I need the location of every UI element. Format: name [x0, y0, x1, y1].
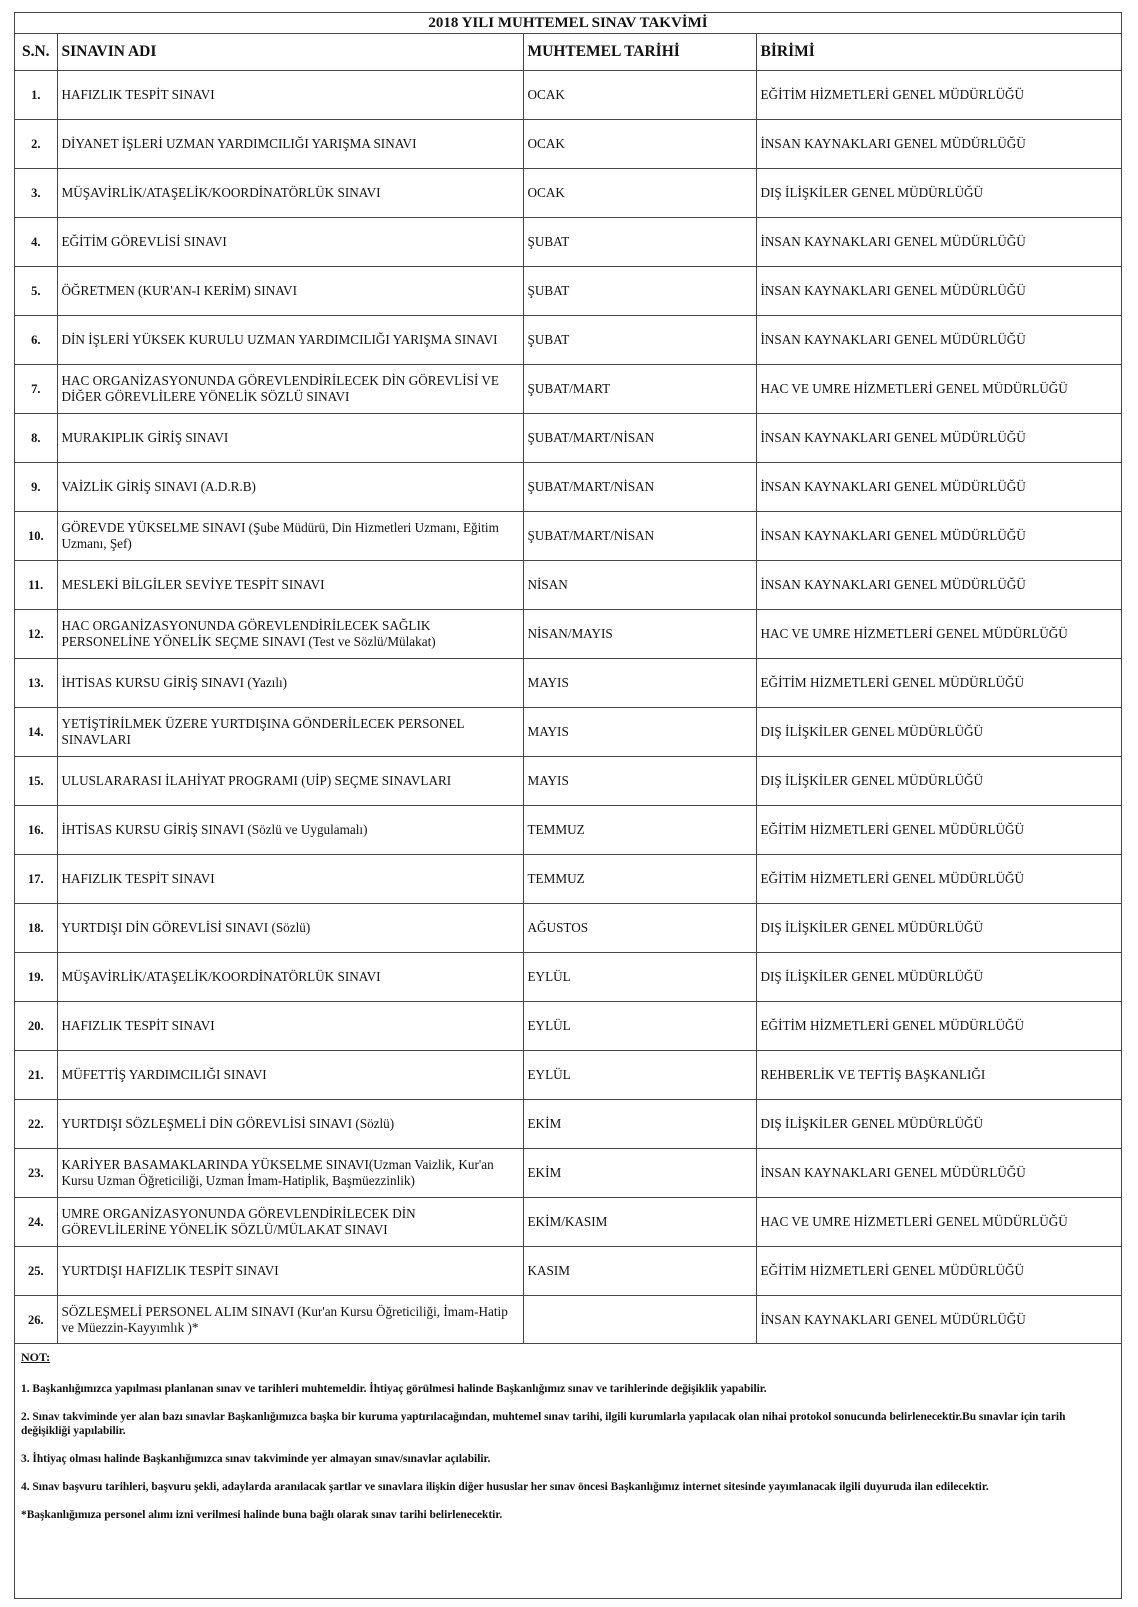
- exam-calendar-sheet: [14, 12, 1122, 1599]
- cell-sn: 11.: [15, 561, 57, 610]
- cell-unit: HAC VE UMRE HİZMETLERİ GENEL MÜDÜRLÜĞÜ: [756, 1198, 1121, 1247]
- notes-list: [21, 1382, 1115, 1522]
- cell-date: EYLÜL: [523, 1002, 756, 1051]
- table-row: [15, 1002, 1121, 1051]
- cell-sn: 17.: [15, 855, 57, 904]
- table-row: [15, 365, 1121, 414]
- cell-exam-name: SÖZLEŞMELİ PERSONEL ALIM SINAVI (Kur'an Kursu Öğreticiliği, İmam-Hatip ve Müezzin-Kayyımlık )*: [57, 1296, 523, 1344]
- table-row: [15, 1100, 1121, 1149]
- table-row: [15, 120, 1121, 169]
- cell-exam-name: UMRE ORGANİZASYONUNDA GÖREVLENDİRİLECEK DİN GÖREVLİLERİNE YÖNELİK SÖZLÜ/MÜLAKAT SINAVI: [57, 1198, 523, 1247]
- table-row: [15, 806, 1121, 855]
- cell-exam-name: DİYANET İŞLERİ UZMAN YARDIMCILIĞI YARIŞMA SINAVI: [57, 120, 523, 169]
- table-row: [15, 1051, 1121, 1100]
- cell-unit: DIŞ İLİŞKİLER GENEL MÜDÜRLÜĞÜ: [756, 953, 1121, 1002]
- cell-sn: 10.: [15, 512, 57, 561]
- note-item: *Başkanlığımıza personel alımı izni verilmesi halinde buna bağlı olarak sınav tarihi belirlenecektir.: [21, 1509, 503, 1521]
- table-row: [15, 71, 1121, 120]
- cell-sn: 12.: [15, 610, 57, 659]
- table-row: [15, 414, 1121, 463]
- cell-sn: 21.: [15, 1051, 57, 1100]
- cell-date: ŞUBAT/MART/NİSAN: [523, 512, 756, 561]
- table-row: [15, 267, 1121, 316]
- cell-sn: 20.: [15, 1002, 57, 1051]
- cell-exam-name: YURTDIŞI HAFIZLIK TESPİT SINAVI: [57, 1247, 523, 1296]
- table-row: [15, 953, 1121, 1002]
- table-row: [15, 512, 1121, 561]
- note-item: 3. İhtiyaç olması halinde Başkanlığımızca sınav takviminde yer almayan sınav/sınavlar açılabilir.: [21, 1453, 491, 1465]
- cell-unit: İNSAN KAYNAKLARI GENEL MÜDÜRLÜĞÜ: [756, 463, 1121, 512]
- table-row: [15, 904, 1121, 953]
- cell-unit: EĞİTİM HİZMETLERİ GENEL MÜDÜRLÜĞÜ: [756, 71, 1121, 120]
- cell-date: KASIM: [523, 1247, 756, 1296]
- cell-date: EKİM: [523, 1100, 756, 1149]
- cell-date: TEMMUZ: [523, 855, 756, 904]
- table-row: [15, 855, 1121, 904]
- cell-unit: EĞİTİM HİZMETLERİ GENEL MÜDÜRLÜĞÜ: [756, 806, 1121, 855]
- table-row: [15, 757, 1121, 806]
- cell-unit: EĞİTİM HİZMETLERİ GENEL MÜDÜRLÜĞÜ: [756, 1002, 1121, 1051]
- cell-date: EYLÜL: [523, 953, 756, 1002]
- cell-date: MAYIS: [523, 757, 756, 806]
- cell-unit: EĞİTİM HİZMETLERİ GENEL MÜDÜRLÜĞÜ: [756, 659, 1121, 708]
- table-row: [15, 1296, 1121, 1344]
- table-row: [15, 561, 1121, 610]
- cell-exam-name: İHTİSAS KURSU GİRİŞ SINAVI (Yazılı): [57, 659, 523, 708]
- table-row: [15, 1198, 1121, 1247]
- cell-date: OCAK: [523, 169, 756, 218]
- note-item: 4. Sınav başvuru tarihleri, başvuru şekli, adaylarda aranılacak şartlar ve sınavlara ilişkin diğer hususlar her sınav öncesi Başkanlığımız internet sitesinde yayımlanacak ilgili duyuruda ilan edilecektir.: [21, 1481, 989, 1493]
- table-row: [15, 463, 1121, 512]
- cell-unit: İNSAN KAYNAKLARI GENEL MÜDÜRLÜĞÜ: [756, 1149, 1121, 1198]
- table-row: [15, 218, 1121, 267]
- cell-sn: 16.: [15, 806, 57, 855]
- cell-exam-name: VAİZLİK GİRİŞ SINAVI (A.D.R.B): [57, 463, 523, 512]
- cell-sn: 4.: [15, 218, 57, 267]
- column-header-date: MUHTEMEL TARİHİ: [523, 34, 756, 71]
- cell-sn: 7.: [15, 365, 57, 414]
- cell-date: ŞUBAT: [523, 218, 756, 267]
- notes-section: [15, 1342, 1121, 1536]
- cell-date: ŞUBAT/MART/NİSAN: [523, 463, 756, 512]
- cell-exam-name: HAFIZLIK TESPİT SINAVI: [57, 855, 523, 904]
- cell-unit: İNSAN KAYNAKLARI GENEL MÜDÜRLÜĞÜ: [756, 512, 1121, 561]
- cell-date: AĞUSTOS: [523, 904, 756, 953]
- table-row: [15, 659, 1121, 708]
- cell-exam-name: HAC ORGANİZASYONUNDA GÖREVLENDİRİLECEK DİN GÖREVLİSİ VE DİĞER GÖREVLİLERE YÖNELİK SÖZLÜ SINAVI: [57, 365, 523, 414]
- cell-exam-name: HAFIZLIK TESPİT SINAVI: [57, 1002, 523, 1051]
- cell-date: EKİM/KASIM: [523, 1198, 756, 1247]
- cell-date: MAYIS: [523, 708, 756, 757]
- cell-unit: İNSAN KAYNAKLARI GENEL MÜDÜRLÜĞÜ: [756, 561, 1121, 610]
- cell-unit: İNSAN KAYNAKLARI GENEL MÜDÜRLÜĞÜ: [756, 1296, 1121, 1344]
- cell-exam-name: İHTİSAS KURSU GİRİŞ SINAVI (Sözlü ve Uygulamalı): [57, 806, 523, 855]
- cell-date: ŞUBAT/MART: [523, 365, 756, 414]
- table-title-row: [15, 13, 1121, 34]
- cell-sn: 6.: [15, 316, 57, 365]
- cell-unit: DIŞ İLİŞKİLER GENEL MÜDÜRLÜĞÜ: [756, 169, 1121, 218]
- cell-date: MAYIS: [523, 659, 756, 708]
- cell-sn: 22.: [15, 1100, 57, 1149]
- column-header-sn: S.N.: [15, 34, 57, 71]
- cell-date: TEMMUZ: [523, 806, 756, 855]
- cell-date: ŞUBAT/MART/NİSAN: [523, 414, 756, 463]
- cell-exam-name: ULUSLARARASI İLAHİYAT PROGRAMI (UİP) SEÇME SINAVLARI: [57, 757, 523, 806]
- cell-sn: 3.: [15, 169, 57, 218]
- cell-exam-name: HAFIZLIK TESPİT SINAVI: [57, 71, 523, 120]
- cell-unit: EĞİTİM HİZMETLERİ GENEL MÜDÜRLÜĞÜ: [756, 1247, 1121, 1296]
- cell-sn: 15.: [15, 757, 57, 806]
- cell-exam-name: MESLEKİ BİLGİLER SEVİYE TESPİT SINAVI: [57, 561, 523, 610]
- cell-sn: 14.: [15, 708, 57, 757]
- cell-unit: DIŞ İLİŞKİLER GENEL MÜDÜRLÜĞÜ: [756, 1100, 1121, 1149]
- table-row: [15, 610, 1121, 659]
- cell-unit: EĞİTİM HİZMETLERİ GENEL MÜDÜRLÜĞÜ: [756, 855, 1121, 904]
- cell-exam-name: KARİYER BASAMAKLARINDA YÜKSELME SINAVI(Uzman Vaizlik, Kur'an Kursu Uzman Öğreticiliği, Uzman İmam-Hatiplik, Başmüezzinlik): [57, 1149, 523, 1198]
- table-row: [15, 1149, 1121, 1198]
- cell-date: NİSAN/MAYIS: [523, 610, 756, 659]
- cell-exam-name: MÜFETTİŞ YARDIMCILIĞI SINAVI: [57, 1051, 523, 1100]
- column-header-unit: BİRİMİ: [756, 34, 1121, 71]
- cell-sn: 13.: [15, 659, 57, 708]
- cell-exam-name: MÜŞAVİRLİK/ATAŞELİK/KOORDİNATÖRLÜK SINAVI: [57, 953, 523, 1002]
- cell-date: EKİM: [523, 1149, 756, 1198]
- table-row: [15, 316, 1121, 365]
- cell-sn: 18.: [15, 904, 57, 953]
- table-row: [15, 169, 1121, 218]
- table-row: [15, 1247, 1121, 1296]
- cell-exam-name: ÖĞRETMEN (KUR'AN-I KERİM) SINAVI: [57, 267, 523, 316]
- cell-sn: 24.: [15, 1198, 57, 1247]
- cell-exam-name: MÜŞAVİRLİK/ATAŞELİK/KOORDİNATÖRLÜK SINAVI: [57, 169, 523, 218]
- cell-sn: 26.: [15, 1296, 57, 1344]
- cell-exam-name: YURTDIŞI SÖZLEŞMELİ DİN GÖREVLİSİ SINAVI (Sözlü): [57, 1100, 523, 1149]
- cell-unit: DIŞ İLİŞKİLER GENEL MÜDÜRLÜĞÜ: [756, 708, 1121, 757]
- exam-calendar-table: [15, 13, 1121, 1344]
- table-header-row: [15, 34, 1121, 71]
- cell-date: OCAK: [523, 120, 756, 169]
- notes-heading: NOT:: [21, 1350, 51, 1364]
- cell-date: ŞUBAT: [523, 316, 756, 365]
- column-header-name: SINAVIN ADI: [57, 34, 523, 71]
- cell-unit: İNSAN KAYNAKLARI GENEL MÜDÜRLÜĞÜ: [756, 414, 1121, 463]
- cell-sn: 25.: [15, 1247, 57, 1296]
- cell-exam-name: HAC ORGANİZASYONUNDA GÖREVLENDİRİLECEK SAĞLIK PERSONELİNE YÖNELİK SEÇME SINAVI (Test ve Sözlü/Mülakat): [57, 610, 523, 659]
- cell-date: [523, 1296, 756, 1344]
- cell-exam-name: MURAKIPLIK GİRİŞ SINAVI: [57, 414, 523, 463]
- cell-exam-name: YURTDIŞI DİN GÖREVLİSİ SINAVI (Sözlü): [57, 904, 523, 953]
- cell-exam-name: EĞİTİM GÖREVLİSİ SINAVI: [57, 218, 523, 267]
- cell-sn: 8.: [15, 414, 57, 463]
- cell-date: EYLÜL: [523, 1051, 756, 1100]
- cell-unit: HAC VE UMRE HİZMETLERİ GENEL MÜDÜRLÜĞÜ: [756, 610, 1121, 659]
- note-item: 1. Başkanlığımızca yapılması planlanan sınav ve tarihleri muhtemeldir. İhtiyaç görülmesi halinde Başkanlığımız sınav ve tarihlerinde değişiklik yapabilir.: [21, 1383, 767, 1395]
- cell-date: ŞUBAT: [523, 267, 756, 316]
- cell-sn: 23.: [15, 1149, 57, 1198]
- cell-unit: REHBERLİK VE TEFTİŞ BAŞKANLIĞI: [756, 1051, 1121, 1100]
- cell-date: NİSAN: [523, 561, 756, 610]
- cell-unit: İNSAN KAYNAKLARI GENEL MÜDÜRLÜĞÜ: [756, 267, 1121, 316]
- cell-sn: 5.: [15, 267, 57, 316]
- cell-unit: HAC VE UMRE HİZMETLERİ GENEL MÜDÜRLÜĞÜ: [756, 365, 1121, 414]
- cell-unit: DIŞ İLİŞKİLER GENEL MÜDÜRLÜĞÜ: [756, 904, 1121, 953]
- cell-sn: 19.: [15, 953, 57, 1002]
- cell-exam-name: DİN İŞLERİ YÜKSEK KURULU UZMAN YARDIMCILIĞI YARIŞMA SINAVI: [57, 316, 523, 365]
- note-item: 2. Sınav takviminde yer alan bazı sınavlar Başkanlığımızca başka bir kuruma yaptırılacağından, muhtemel sınav tarihi, ilgili kurumlarla yapılacak olan nihai protokol sonucunda belirlenecektir.Bu sınavlar için tarih değişikliği yapılabilir.: [21, 1411, 1066, 1437]
- cell-unit: İNSAN KAYNAKLARI GENEL MÜDÜRLÜĞÜ: [756, 218, 1121, 267]
- cell-sn: 2.: [15, 120, 57, 169]
- cell-sn: 1.: [15, 71, 57, 120]
- cell-date: OCAK: [523, 71, 756, 120]
- table-row: [15, 708, 1121, 757]
- cell-unit: DIŞ İLİŞKİLER GENEL MÜDÜRLÜĞÜ: [756, 757, 1121, 806]
- cell-unit: İNSAN KAYNAKLARI GENEL MÜDÜRLÜĞÜ: [756, 316, 1121, 365]
- cell-exam-name: GÖREVDE YÜKSELME SINAVI (Şube Müdürü, Din Hizmetleri Uzmanı, Eğitim Uzmanı, Şef): [57, 512, 523, 561]
- cell-sn: 9.: [15, 463, 57, 512]
- cell-unit: İNSAN KAYNAKLARI GENEL MÜDÜRLÜĞÜ: [756, 120, 1121, 169]
- page-title: 2018 YILI MUHTEMEL SINAV TAKVİMİ: [15, 13, 1121, 34]
- cell-exam-name: YETİŞTİRİLMEK ÜZERE YURTDIŞINA GÖNDERİLECEK PERSONEL SINAVLARI: [57, 708, 523, 757]
